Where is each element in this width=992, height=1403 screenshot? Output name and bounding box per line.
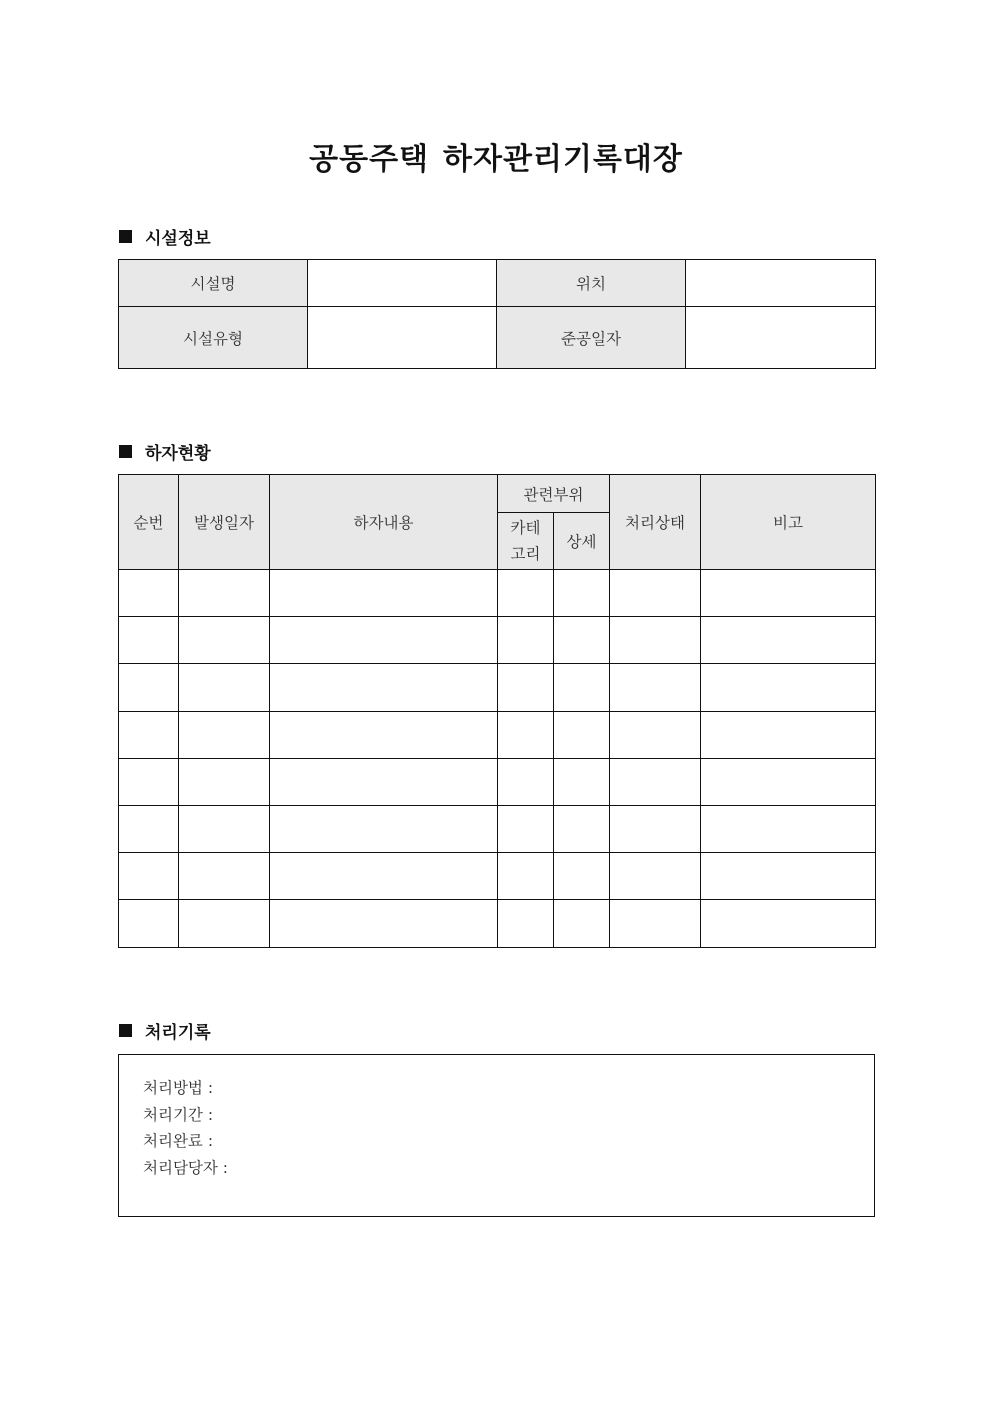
cell-category[interactable] (498, 617, 554, 664)
cell-detail[interactable] (554, 711, 610, 758)
section-heading-facility (119, 224, 211, 249)
cell-status[interactable] (610, 853, 701, 900)
facility-type-field[interactable] (308, 307, 497, 369)
record-line-period[interactable] (143, 1102, 874, 1129)
completion-date-label: 준공일자 (497, 307, 686, 369)
table-row (119, 617, 876, 664)
completion-date-field[interactable] (686, 307, 876, 369)
cell-content[interactable] (270, 900, 498, 947)
cell-content[interactable] (270, 664, 498, 711)
cell-detail[interactable] (554, 805, 610, 852)
record-label: 처리기간 : (143, 1105, 214, 1124)
cell-remarks[interactable] (701, 853, 876, 900)
column-header-date: 발생일자 (179, 475, 270, 570)
table-row (119, 805, 876, 852)
cell-no[interactable] (119, 758, 179, 805)
cell-date[interactable] (179, 617, 270, 664)
record-line-manager[interactable] (143, 1155, 874, 1182)
column-header-status: 처리상태 (610, 475, 701, 570)
table-row (119, 307, 876, 369)
table-row (119, 853, 876, 900)
cell-category[interactable] (498, 664, 554, 711)
record-line-method[interactable] (143, 1075, 874, 1102)
table-row (119, 711, 876, 758)
table-row (119, 570, 876, 617)
section-heading-label: 처리기록 (145, 1023, 211, 1043)
cell-detail[interactable] (554, 758, 610, 805)
cell-no[interactable] (119, 853, 179, 900)
section-heading-defects (119, 439, 211, 464)
column-header-category (498, 513, 554, 570)
record-label: 처리완료 : (143, 1132, 214, 1150)
cell-date[interactable] (179, 853, 270, 900)
cell-status[interactable] (610, 805, 701, 852)
cell-category[interactable] (498, 853, 554, 900)
cell-date[interactable] (179, 664, 270, 711)
location-label: 위치 (497, 260, 686, 307)
cell-detail[interactable] (554, 570, 610, 617)
cell-category[interactable] (498, 758, 554, 805)
section-heading-label: 하자현황 (145, 444, 211, 464)
cell-category[interactable] (498, 570, 554, 617)
category-line-2: 고리 (510, 545, 541, 563)
cell-content[interactable] (270, 853, 498, 900)
cell-status[interactable] (610, 711, 701, 758)
title-part-2: 하자관리기록대장 (443, 142, 683, 177)
table-row (119, 900, 876, 947)
cell-remarks[interactable] (701, 711, 876, 758)
cell-remarks[interactable] (701, 570, 876, 617)
cell-no[interactable] (119, 900, 179, 947)
record-label: 처리담당자 : (143, 1158, 229, 1177)
cell-detail[interactable] (554, 853, 610, 900)
cell-remarks[interactable] (701, 900, 876, 947)
cell-date[interactable] (179, 758, 270, 805)
cell-no[interactable] (119, 617, 179, 664)
square-bullet-icon (119, 445, 132, 458)
cell-content[interactable] (270, 617, 498, 664)
processing-records-box (118, 1054, 875, 1217)
record-line-completion[interactable] (143, 1128, 874, 1155)
cell-date[interactable] (179, 900, 270, 947)
page-title (0, 134, 992, 178)
cell-no[interactable] (119, 570, 179, 617)
cell-status[interactable] (610, 664, 701, 711)
cell-date[interactable] (179, 570, 270, 617)
cell-status[interactable] (610, 570, 701, 617)
cell-detail[interactable] (554, 900, 610, 947)
cell-content[interactable] (270, 570, 498, 617)
facility-info-table (118, 259, 876, 369)
table-header-row (119, 475, 876, 513)
facility-name-field[interactable] (308, 260, 497, 307)
table-row (119, 260, 876, 307)
record-label: 처리방법 : (143, 1079, 214, 1097)
facility-name-label: 시설명 (119, 260, 308, 307)
title-part-1: 공동주택 (309, 142, 430, 177)
table-row (119, 758, 876, 805)
cell-content[interactable] (270, 805, 498, 852)
cell-status[interactable] (610, 758, 701, 805)
cell-no[interactable] (119, 805, 179, 852)
cell-content[interactable] (270, 711, 498, 758)
column-header-detail: 상세 (554, 513, 610, 570)
cell-status[interactable] (610, 617, 701, 664)
cell-remarks[interactable] (701, 805, 876, 852)
location-field[interactable] (686, 260, 876, 307)
facility-type-label: 시설유형 (119, 307, 308, 369)
square-bullet-icon (119, 230, 132, 243)
cell-detail[interactable] (554, 664, 610, 711)
square-bullet-icon (119, 1024, 132, 1037)
cell-detail[interactable] (554, 617, 610, 664)
defects-table (118, 474, 876, 948)
cell-remarks[interactable] (701, 664, 876, 711)
cell-no[interactable] (119, 664, 179, 711)
section-heading-label: 시설정보 (145, 229, 211, 249)
cell-content[interactable] (270, 758, 498, 805)
column-header-remarks: 비고 (701, 475, 876, 570)
cell-remarks[interactable] (701, 758, 876, 805)
column-header-no: 순번 (119, 475, 179, 570)
category-line-1: 카테 (510, 519, 541, 537)
cell-category[interactable] (498, 805, 554, 852)
cell-remarks[interactable] (701, 617, 876, 664)
cell-category[interactable] (498, 711, 554, 758)
table-row (119, 664, 876, 711)
column-header-content: 하자내용 (270, 475, 498, 570)
column-header-related-part: 관련부위 (498, 475, 610, 513)
section-heading-records (119, 1018, 211, 1043)
cell-date[interactable] (179, 805, 270, 852)
cell-status[interactable] (610, 900, 701, 947)
cell-category[interactable] (498, 900, 554, 947)
cell-date[interactable] (179, 711, 270, 758)
cell-no[interactable] (119, 711, 179, 758)
